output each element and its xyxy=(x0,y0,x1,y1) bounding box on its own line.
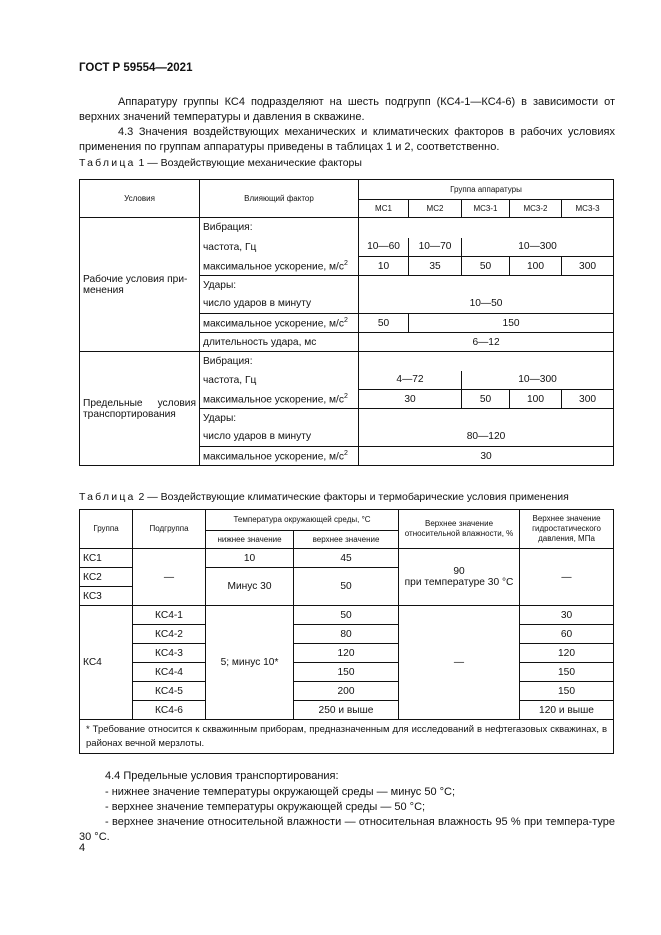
group-ks1: КС1 xyxy=(80,549,133,568)
work-shock-count-label: число ударов в минуту xyxy=(200,295,359,314)
section-4-4-title: 4.4 Предельные условия транспортирования: xyxy=(105,770,339,782)
section-4-4-item: - верхнее значение температуры окружающей среды — 50 °С; xyxy=(105,801,426,813)
group-ks2: КС2 xyxy=(80,568,133,587)
group-ks4: КС4 xyxy=(80,606,133,720)
ks4-temp-high: 200 xyxy=(294,682,399,701)
header-mc2: МС2 xyxy=(409,200,462,218)
work-freq-mc1: 10—60 xyxy=(359,238,409,257)
work-shock-accel-rest: 150 xyxy=(409,314,614,333)
header-temperature: Температура окружающей среды, °С xyxy=(206,510,399,531)
transport-shock-count-value: 80—120 xyxy=(359,428,614,447)
paragraph-4-3 xyxy=(79,125,615,155)
ks4-pressure: 150 xyxy=(520,663,614,682)
transport-freq-mc3: 10—300 xyxy=(462,371,614,390)
work-shocks-label: Удары: xyxy=(200,276,359,295)
work-vibration-label: Вибрация: xyxy=(200,218,359,238)
work-shock-accel-mc1: 50 xyxy=(359,314,409,333)
header-group: Группа аппаратуры xyxy=(359,180,614,200)
header-pressure: Верхнее значение гидростатического давления, МПа xyxy=(520,510,614,549)
squared-sup: 2 xyxy=(343,392,348,400)
header-mc3-2: МС3-2 xyxy=(510,200,562,218)
header-group: Группа xyxy=(80,510,133,549)
ks4-temp-high: 120 xyxy=(294,644,399,663)
transport-shock-count-label: число ударов в минуту xyxy=(200,428,359,447)
ks-humidity-condition: при температуре 30 °С xyxy=(404,577,514,588)
ks1-temp-low: 10 xyxy=(206,549,294,568)
subgroup-dash: — xyxy=(133,549,206,606)
work-shock-accel-text: максимальное ускорение, м/с xyxy=(203,318,344,330)
work-accel-mc3-3: 300 xyxy=(562,257,614,276)
work-freq-mc2: 10—70 xyxy=(409,238,462,257)
table2-caption xyxy=(79,491,569,503)
ks-pressure: — xyxy=(520,549,614,606)
work-conditions-label: Рабочие условия при-менения xyxy=(80,218,200,352)
paragraph-4-3-text: 4.3 Значения воздействующих механических и климатических факторов в рабочих условиях применения по группам аппаратуры приведены в таблицах 1 и 2, соответственно. xyxy=(79,126,615,153)
header-temp-high: верхнее значение xyxy=(294,531,399,549)
ks-humidity xyxy=(399,549,520,606)
header-humidity: Верхнее значение относительной влажности, % xyxy=(399,510,520,549)
header-mc3-1: МС3-1 xyxy=(462,200,510,218)
ks4-pressure: 120 xyxy=(520,644,614,663)
table1-caption-title: 1 — Воздействующие механические факторы xyxy=(135,157,362,169)
empty-cell xyxy=(359,352,614,371)
ks23-temp-low: Минус 30 xyxy=(206,568,294,606)
work-freq-mc3: 10—300 xyxy=(462,238,614,257)
transport-vibration-label: Вибрация: xyxy=(200,352,359,371)
ks4-pressure: 30 xyxy=(520,606,614,625)
paragraph-subgroups xyxy=(79,95,615,125)
work-accel-mc3-2: 100 xyxy=(510,257,562,276)
empty-cell xyxy=(359,218,614,238)
work-accel-mc1: 10 xyxy=(359,257,409,276)
transport-freq-mc12: 4—72 xyxy=(359,371,462,390)
work-accel-mc2: 35 xyxy=(409,257,462,276)
ks4-pressure: 60 xyxy=(520,625,614,644)
work-accel-mc3-1: 50 xyxy=(462,257,510,276)
ks4-humidity: — xyxy=(399,606,520,720)
transport-accel-label xyxy=(200,390,359,409)
ks4-temp-high: 50 xyxy=(294,606,399,625)
mechanical-factors-table xyxy=(79,179,614,466)
table2-caption-word: Таблица xyxy=(79,491,136,503)
empty-cell xyxy=(359,276,614,295)
ks1-temp-high: 45 xyxy=(294,549,399,568)
document-code: ГОСТ Р 59554—2021 xyxy=(79,62,193,74)
page-number: 4 xyxy=(79,842,86,854)
transport-shocks-label: Удары: xyxy=(200,409,359,428)
transport-accel-mc12: 30 xyxy=(359,390,462,409)
table1-caption-word: Таблица xyxy=(79,157,136,169)
ks4-subgroup: КС4-6 xyxy=(133,701,206,720)
group-ks3: КС3 xyxy=(80,587,133,606)
transport-conditions-label: Предельные условия транспортирования xyxy=(80,352,200,466)
header-mc1: МС1 xyxy=(359,200,409,218)
squared-sup: 2 xyxy=(343,316,348,324)
ks4-subgroup: КС4-1 xyxy=(133,606,206,625)
climatic-factors-table xyxy=(79,509,614,754)
table2-footnote: * Требование относится к скважинным приборам, предназначенным для исследований в нефтегазовых скважинах, в районах вечной мерзлоты. xyxy=(80,720,614,754)
ks4-subgroup: КС4-4 xyxy=(133,663,206,682)
transport-accel-mc3-3: 300 xyxy=(562,390,614,409)
ks4-temp-high: 250 и выше xyxy=(294,701,399,720)
work-duration-value: 6—12 xyxy=(359,333,614,352)
transport-shock-accel-value: 30 xyxy=(359,447,614,466)
table1-caption xyxy=(79,157,362,169)
ks4-pressure: 150 xyxy=(520,682,614,701)
header-conditions: Условия xyxy=(80,180,200,218)
ks4-subgroup: КС4-2 xyxy=(133,625,206,644)
header-subgroup: Подгруппа xyxy=(133,510,206,549)
header-factor: Влияющий фактор xyxy=(200,180,359,218)
section-4-4-item-humidity-text: - верхнее значение относительной влажности — относительная влажность 95 % при темпера-туре 30 °С. xyxy=(79,816,615,843)
transport-shock-accel-text: максимальное ускорение, м/с xyxy=(203,451,344,463)
ks4-temp-low: 5; минус 10* xyxy=(206,606,294,720)
transport-accel-text: максимальное ускорение, м/с xyxy=(203,393,344,405)
squared-sup: 2 xyxy=(343,449,348,457)
work-shock-accel-label xyxy=(200,314,359,333)
ks23-temp-high: 50 xyxy=(294,568,399,606)
header-mc3-3: МС3-3 xyxy=(562,200,614,218)
ks4-subgroup: КС4-5 xyxy=(133,682,206,701)
empty-cell xyxy=(359,409,614,428)
transport-shock-accel-label xyxy=(200,447,359,466)
ks4-subgroup: КС4-3 xyxy=(133,644,206,663)
ks-humidity-value: 90 xyxy=(453,566,465,577)
paragraph-subgroups-text: Аппаратуру группы КС4 подразделяют на шесть подгрупп (КС4-1—КС4-6) в зависимости от верхних значений температуры и давления в скважине. xyxy=(79,96,615,123)
ks4-temp-high: 80 xyxy=(294,625,399,644)
squared-sup: 2 xyxy=(343,259,348,267)
work-frequency-label: частота, Гц xyxy=(200,238,359,257)
ks4-temp-high: 150 xyxy=(294,663,399,682)
work-accel-label xyxy=(200,257,359,276)
ks4-pressure: 120 и выше xyxy=(520,701,614,720)
work-duration-label: длительность удара, мс xyxy=(200,333,359,352)
transport-accel-mc3-1: 50 xyxy=(462,390,510,409)
work-shock-count-value: 10—50 xyxy=(359,295,614,314)
work-accel-text: максимальное ускорение, м/с xyxy=(203,260,344,272)
header-temp-low: нижнее значение xyxy=(206,531,294,549)
section-4-4-item: - нижнее значение температуры окружающей среды — минус 50 °С; xyxy=(105,786,456,798)
table2-caption-title: 2 — Воздействующие климатические факторы и термобарические условия применения xyxy=(135,491,569,503)
transport-frequency-label: частота, Гц xyxy=(200,371,359,390)
section-4-4-item-humidity xyxy=(79,815,615,845)
transport-accel-mc3-2: 100 xyxy=(510,390,562,409)
